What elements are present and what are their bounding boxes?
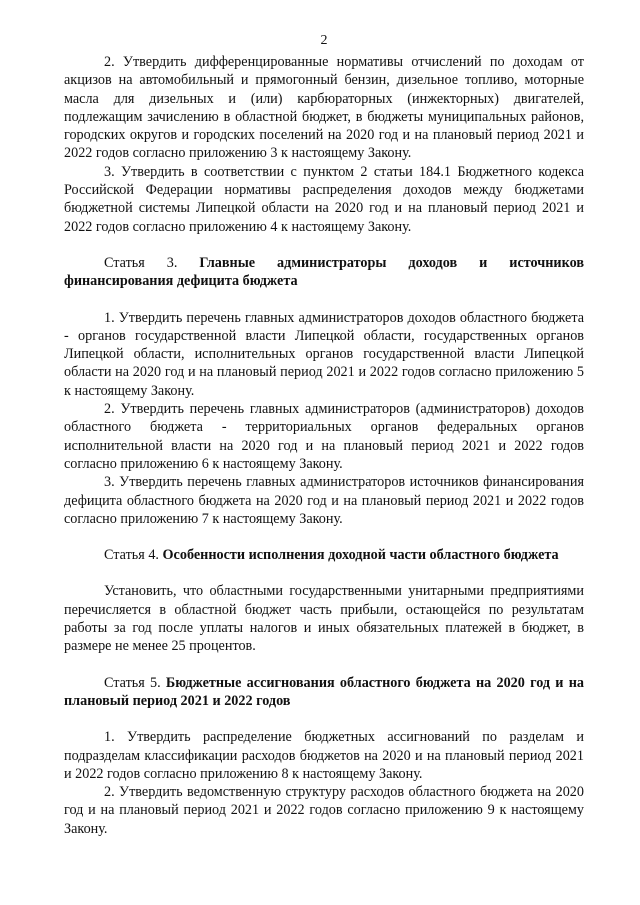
paragraph-3-2: 2. Утвердить перечень главных администраторов (администраторов) доходов областного бюджета - территориальных органов федеральных органов исполнительной власти на 2020 год и на плановый период 2021 и 2022 годов согласно приложению 6 к настоящему Закону. bbox=[64, 401, 584, 472]
article-4-title: Особенности исполнения доходной части областного бюджета bbox=[162, 547, 559, 564]
paragraph-4: Установить, что областными государственными унитарными предприятиями перечисляется в областной бюджет часть прибыли, остающейся по результатам работы за год после уплаты налогов и иных обязательных платежей в бюджет, в размере не менее 25 процентов. bbox=[64, 583, 584, 655]
article-5-heading bbox=[64, 674, 584, 711]
article-5-label: Статья 5. bbox=[104, 674, 161, 691]
paragraph-2-3: 3. Утвердить в соответствии с пунктом 2 статьи 184.1 Бюджетного кодекса Российской Федерации нормативы распределения доходов между бюджетами бюджетной системы Липецкой области на 2020 год и на плановый период 2021 и 2022 годов согласно приложению 4 к настоящему Закону. bbox=[64, 163, 584, 235]
article-3-title: Главные администраторы доходов и источников финансирования дефицита бюджета bbox=[64, 254, 584, 290]
page-number: 2 bbox=[320, 33, 328, 48]
article-5-title: Бюджетные ассигнования областного бюджета на 2020 год и на плановый период 2021 и 2022 годов bbox=[64, 674, 584, 709]
article-4-heading bbox=[64, 546, 584, 564]
paragraph-2-2: 2. Утвердить дифференцированные нормативы отчислений по доходам от акцизов на автомобильный и прямогонный бензин, дизельное топливо, моторные масла для дизельных и (или) карбюраторных (инжекторных) двигателей, подлежащим зачислению в областной бюджет, в бюджеты муниципальных районов, городских округов и городских поселений на 2020 год и на плановый период 2021 и 2022 годов согласно приложению 3 к настоящему Закону. bbox=[64, 54, 584, 162]
article-3-label: Статья 3. bbox=[104, 254, 178, 271]
article-3-heading bbox=[64, 254, 584, 291]
paragraph-5-2: 2. Утвердить ведомственную структуру расходов областного бюджета на 2020 год и на плановый период 2021 и 2022 годов согласно приложению 9 к настоящему Закону. bbox=[64, 784, 584, 837]
paragraph-3-3: 3. Утвердить перечень главных администраторов источников финансирования дефицита областного бюджета на 2020 год и на плановый период 2021 и 2022 годов согласно приложению 7 к настоящему Закону. bbox=[64, 474, 584, 527]
paragraph-3-1: 1. Утвердить перечень главных администраторов доходов областного бюджета - органов государственной власти Липецкой области, государственных органов Липецкой области, исполнительных органов государственной власти Липецкой области на 2020 год и на плановый период 2021 и 2022 годов согласно приложению 5 к настоящему Закону. bbox=[64, 309, 584, 399]
paragraph-5-1: 1. Утвердить распределение бюджетных ассигнований по разделам и подразделам классификации расходов бюджетов на 2020 и на плановый период 2021 и 2022 годов согласно приложению 8 к настоящему Закону. bbox=[64, 729, 584, 782]
article-4-label: Статья 4. bbox=[104, 547, 159, 564]
